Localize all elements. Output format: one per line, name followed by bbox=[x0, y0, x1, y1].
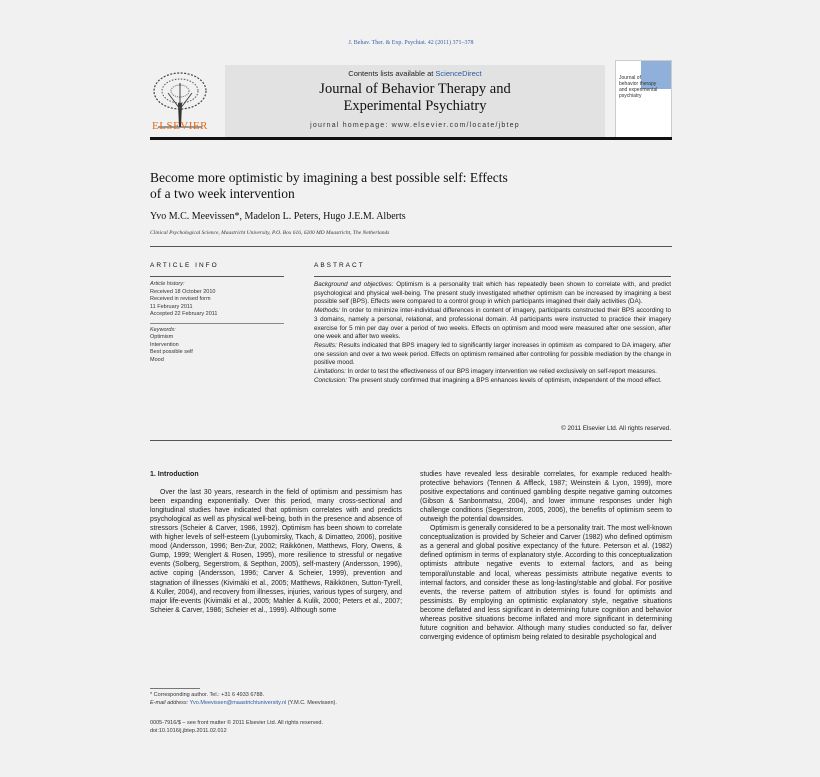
section-heading: 1. Introduction bbox=[150, 471, 199, 478]
left-column bbox=[150, 470, 402, 615]
background-label: Background and objectives: bbox=[314, 281, 394, 288]
footnote bbox=[150, 691, 400, 707]
background-text: Optimism is a personality trait which has repeatedly been shown to correlate with, and predict psychological and physical well-being. The present study investigated whether optimism can be increased by imagining a best possible self (BPS). Effects were compared to a control group in which participants imagined their daily activities (DA). bbox=[314, 281, 671, 306]
affiliation: Clinical Psychological Science, Maastricht University, P.O. Box 616, 6200 MD Maastricht, The Netherlands bbox=[150, 230, 390, 236]
revised-date: 11 February 2011 bbox=[150, 303, 193, 310]
contents-prefix: Contents lists available at bbox=[348, 69, 434, 78]
journal-homepage[interactable]: journal homepage: www.elsevier.com/locate/jbtep bbox=[310, 122, 520, 129]
article-title bbox=[150, 170, 590, 202]
revised-label: Received in revised form bbox=[150, 296, 211, 302]
received-date: Received 18 October 2010 bbox=[150, 288, 216, 295]
issn-line: 0005-7916/$ – see front matter © 2011 Elsevier Ltd. All rights reserved. bbox=[150, 720, 324, 726]
elsevier-wordmark: ELSEVIER bbox=[152, 120, 208, 132]
results-label: Results: bbox=[314, 341, 337, 349]
journal-cover-thumbnail[interactable] bbox=[615, 60, 672, 138]
author-list[interactable]: Yvo M.C. Meevissen*, Madelon L. Peters, Hugo J.E.M. Alberts bbox=[150, 211, 406, 222]
conclusion-label: Conclusion: bbox=[314, 376, 347, 384]
history-label: Article history: bbox=[150, 281, 185, 287]
sciencedirect-link[interactable]: ScienceDirect bbox=[435, 69, 482, 78]
limitations-text: In order to test the effectiveness of our BPS imagery intervention we relied exclusively on self-report measures. bbox=[345, 368, 657, 376]
keyword-item: Optimism bbox=[150, 334, 174, 340]
limitations-label: Limitations: bbox=[314, 368, 346, 376]
article-identifiers bbox=[150, 720, 410, 735]
journal-title[interactable] bbox=[225, 81, 605, 115]
email-line bbox=[150, 699, 400, 707]
keyword-item: Best possible self bbox=[150, 349, 193, 355]
keywords-rule bbox=[150, 323, 284, 324]
article-info-panel bbox=[150, 281, 280, 364]
article-info-rule bbox=[150, 276, 284, 277]
doi-link[interactable]: doi:10.1016/j.jbtep.2011.02.012 bbox=[150, 727, 227, 734]
body-paragraph: Optimism is generally considered to be a personality trait. The most well-known conceptualization is provided by Scheier and Carver (1982) who defined optimism as a general and global positive expectancy of the future. Peterson et al. (1982) defined optimism in terms of explanatory style. According to this conceptualization optimists attribute negative events to external factors, and as being temporal/unstable and local, whereas pessimists attribute negative events to internal factors, and consider these as long-lasting/stable and global. For positive events, the reverse pattern of attribution styles is found for optimists and pessimists. By employing an optimistic explanatory style, negative situations become deflated and less significant in determining future cognition and behavior whereas positive situations become inflated and more significant in determining future cognition and behavior. Although many studies conducted so far, deliver converging evidence of optimism being related to desirable psychological and bbox=[420, 525, 672, 641]
abstract-divider bbox=[150, 440, 672, 441]
email-suffix: (Y.M.C. Meevissen). bbox=[287, 700, 337, 706]
abstract-body bbox=[314, 281, 671, 385]
footnote-rule bbox=[150, 688, 200, 689]
article-title-line2: of a two week intervention bbox=[150, 186, 295, 201]
body-paragraph: Over the last 30 years, research in the field of optimism and pessimism has been expanding exponentially. Over this period, many cross-sectional and longitudinal studies have indicated that optimism correlates with and predicts psychological as well as physical well-being, both in the presence and absence of stressors (Scheier & Carver, 1986, 1992). Optimism has been shown to correlate with higher levels of self-esteem (Lyubomirsky, Tkach, & Dimatteo, 2006), positive mood (Andersson, 1996; Ben-Zur, 2002; Räikkönen, Matthews, Flory, Owens, & Gump, 1999; Wenglert & Rosen, 1995), more resilience to stressful or negative events (Solberg, Segerstrom, & Septhon, 2005), self-mastery (Andersson, 1996), active coping (Andersson, 1996; Carver & Scheier, 1999), prevention and stagnation of illnesses (Kivimäki et al., 2005; Matthews, Räikkönen, Sutton-Tyrell, & Kuller, 2004), and recovery from illnesses, injuries, various types of surgery, and major life-events (Kivimäki et al., 2005; Mahler & Kulik, 2000; Peters et al., 2007; Scheier & Carver, 1986; Scheier et al., 1999). Although some bbox=[150, 489, 402, 614]
results-text: Results indicated that BPS imagery led to significantly larger increases in optimism as compared to DA imagery, after one session and over a two week period. Effects on optimism remained after controlling for possible mediation by the change in positive mood. bbox=[314, 341, 671, 367]
abstract-heading: ABSTRACT bbox=[314, 262, 365, 269]
article-info-heading: ARTICLE INFO bbox=[150, 262, 219, 269]
journal-header bbox=[150, 58, 672, 136]
conclusion-text: The present study confirmed that imagining a BPS enhances levels of optimism, independent of the mood effect. bbox=[346, 376, 662, 384]
methods-label: Methods: bbox=[314, 307, 340, 315]
header-divider bbox=[150, 137, 672, 140]
keywords-label: Keywords: bbox=[150, 326, 176, 333]
right-column bbox=[420, 470, 672, 642]
journal-citation[interactable]: J. Behav. Ther. & Exp. Psychiat. 42 (2011) 371–378 bbox=[348, 40, 474, 46]
keyword-item: Intervention bbox=[150, 341, 179, 348]
author-email-link[interactable]: Yvo.Meevissen@maastrichtuniversity.nl bbox=[189, 700, 287, 706]
cover-title: Journal of behavior therapy and experimental psychiatry bbox=[619, 75, 658, 99]
journal-banner bbox=[225, 65, 605, 138]
abstract-rule bbox=[314, 276, 671, 277]
journal-title-line1: Journal of Behavior Therapy and bbox=[319, 81, 511, 97]
contents-line bbox=[225, 69, 605, 78]
journal-title-line2: Experimental Psychiatry bbox=[343, 98, 487, 114]
accepted-date: Accepted 22 February 2011 bbox=[150, 311, 218, 317]
copyright-notice: © 2011 Elsevier Ltd. All rights reserved. bbox=[561, 425, 671, 432]
body-paragraph: studies have revealed less desirable correlates, for example reduced health-protective behaviors (Tennen & Affleck, 1987; Weinstein & Lyon, 1999), more positive expectations and continued gambling despite negative gaming outcomes (Gibson & Sanbonmatsu, 2004), and lower immune responses under high challenge conditions (Segerstrom, 2005, 2006), the benefits of optimism seem to outweigh the potential downsides. bbox=[420, 471, 672, 524]
title-divider bbox=[150, 246, 672, 247]
keyword-item: Mood bbox=[150, 356, 164, 363]
methods-text: In order to minimize inter-individual differences in content of imagery, participants constructed their BPS according to 3 domains, namely a personal, relational, and professional domain. All participants were instructed to practice their imagery exercise for 5 min per day over a period of two weeks. Effects on optimism and mood were measured after one session, after one week and after two weeks. bbox=[314, 307, 671, 341]
corresponding-author: * Corresponding author. Tel.: +31 6 4933 6788. bbox=[150, 692, 265, 698]
article-title-line1: Become more optimistic by imagining a best possible self: Effects bbox=[150, 170, 508, 185]
email-label: E-mail address: bbox=[150, 700, 189, 706]
